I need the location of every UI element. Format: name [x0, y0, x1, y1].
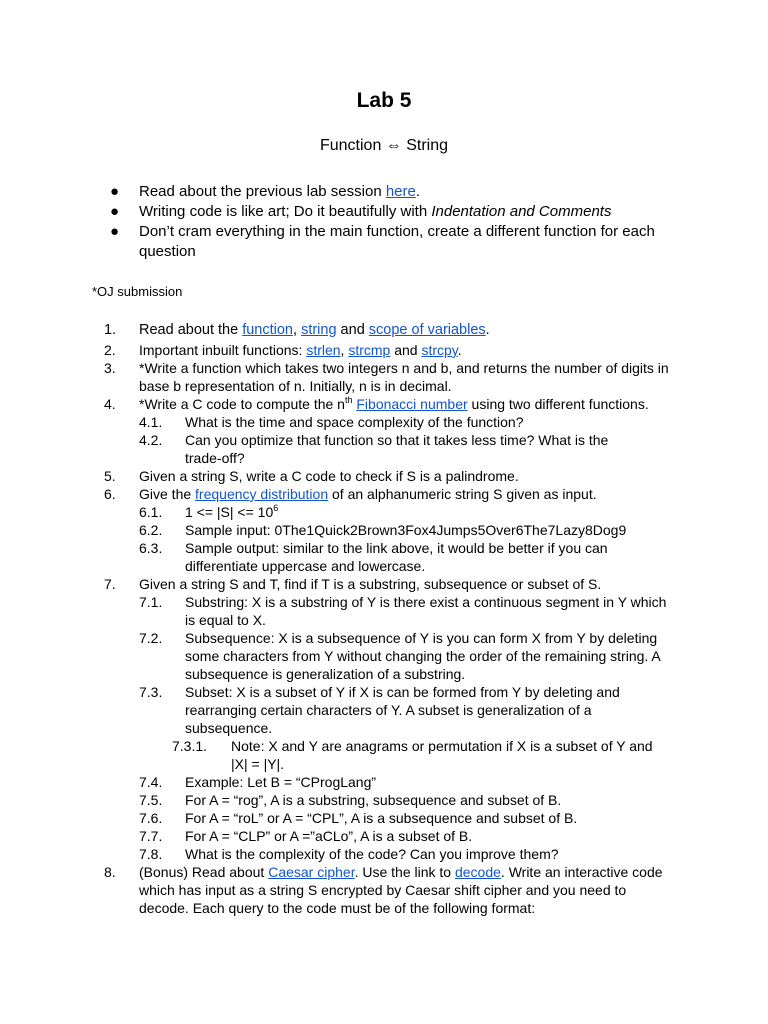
bullet-icon: ●: [110, 223, 120, 240]
bullet-item: ● Read about the previous lab session here.: [110, 183, 421, 200]
list-item: 4.1. What is the time and space complexity of the function?: [139, 414, 524, 430]
list-item: 7.6. For A = “roL” or A = “CPL”, A is a subsequence and subset of B.: [139, 810, 578, 826]
list-item: 4.2. Can you optimize that function so that it takes less time? What is the trade-off?: [139, 432, 609, 466]
list-item: 8. (Bonus) Read about Caesar cipher. Use the link to decode. Write an interactive code which has input as a string S encrypted by Caesar shift cipher and you need to decode. Each query to the code must be of the following format:: [104, 864, 663, 916]
list-item: 2. Important inbuilt functions: strlen, strcmp and strcpy.: [104, 342, 462, 358]
list-item: 7.4. Example: Let B = “CProgLang”: [139, 774, 377, 790]
strcpy-link[interactable]: strcpy: [421, 342, 458, 358]
list-item: 6.3. Sample output: similar to the link above, it would be better if you can differentiate uppercase and lowercase.: [139, 540, 608, 574]
list-item: 7.8. What is the complexity of the code? Can you improve them?: [139, 846, 559, 862]
list-item: 7.2. Subsequence: X is a subsequence of Y is you can form X from Y by deleting some characters from Y without changing the order of the remaining string. A subsequence is generalization of a substring.: [139, 630, 660, 682]
instruction-bullets: [110, 182, 690, 262]
list-item: 7. Given a string S and T, find if T is a substring, subsequence or subset of S.: [104, 576, 602, 592]
page-title: Lab 5: [356, 89, 412, 112]
list-item: 6.2. Sample input: 0The1Quick2Brown3Fox4Jumps5Over6The7Lazy8Dog9: [139, 522, 627, 538]
bullet-item: ● Writing code is like art; Do it beautifully with Indentation and Comments: [110, 203, 612, 220]
fibonacci-number-link[interactable]: Fibonacci number: [356, 396, 468, 412]
question-list: [0, 321, 768, 917]
list-item: 1. Read about the function, string and scope of variables.: [104, 322, 490, 338]
bullet-item: ● Don’t cram everything in the main function, create a different function for each question: [110, 223, 655, 260]
scope-of-variables-link[interactable]: scope of variables: [368, 322, 486, 338]
list-item: 7.5. For A = “rog”, A is a substring, subsequence and subset of B.: [139, 792, 562, 808]
strlen-link[interactable]: strlen: [306, 342, 341, 358]
list-item: 7.7. For A = “CLP” or A =”aCLo”, A is a subset of B.: [139, 828, 473, 844]
string-link[interactable]: string: [301, 322, 337, 338]
frequency-distribution-link[interactable]: frequency distribution: [195, 486, 329, 502]
list-item: 7.3.1. Note: X and Y are anagrams or permutation if X is a subset of Y and |X| = |Y|.: [172, 738, 653, 772]
list-item: 7.1. Substring: X is a substring of Y is there exist a continuous segment in Y which is equal to X.: [139, 594, 667, 628]
list-item: 5. Given a string S, write a C code to check if S is a palindrome.: [104, 468, 519, 484]
caesar-cipher-link[interactable]: Caesar cipher: [268, 864, 355, 880]
list-item: 3. *Write a function which takes two integers n and b, and returns the number of digits in base b representation of n. Initially, n is in decimal.: [104, 360, 669, 394]
function-link[interactable]: function: [242, 322, 293, 338]
bullet-icon: ●: [110, 183, 120, 200]
decode-link[interactable]: decode: [454, 864, 501, 880]
bullet-icon: ●: [110, 203, 120, 220]
page-subtitle: Function ⇔ String: [319, 137, 449, 154]
list-item: 4. *Write a C code to compute the $n^{th}$ Fibonacci number using two different functions.: [104, 395, 649, 412]
oj-submission-note: *OJ submission: [92, 284, 183, 299]
strcmp-link[interactable]: strcmp: [348, 342, 391, 358]
list-item: 7.3. Subset: X is a subset of Y if X is can be formed from Y by deleting and rearranging certain characters of Y. A subset is generalization of a subsequence.: [139, 684, 620, 736]
list-item: 6. Give the frequency distribution of an alphanumeric string S given as input.: [104, 486, 597, 502]
here-link[interactable]: here: [385, 183, 416, 200]
list-item: 6.1. $1 <= |S| <= 10^6$: [139, 503, 279, 520]
